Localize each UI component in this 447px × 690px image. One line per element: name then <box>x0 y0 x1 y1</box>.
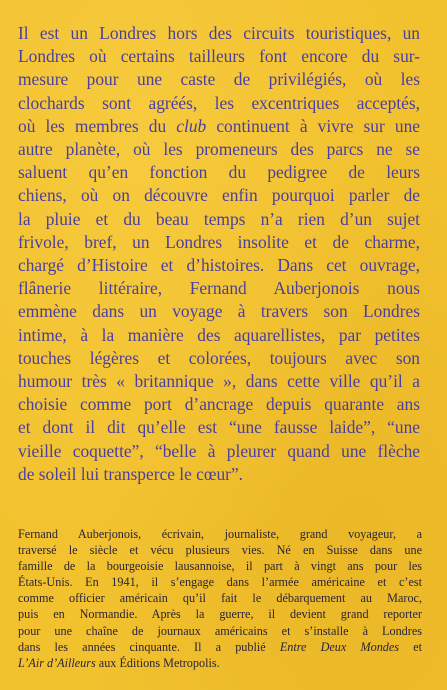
blurb-paragraph <box>18 22 420 486</box>
bio-line: États-Unis. En 1941, il s’engage dans l’armée américaine et c’est <box>18 575 422 590</box>
blurb-line: intime, à la manière des aquarellistes, par petites <box>18 324 420 345</box>
bio-line: famille de la bourgeoisie lausannoise, il part à vingt ans pour les <box>18 559 422 574</box>
blurb-line: frivole, bref, un Londres insolite et de charme, <box>18 231 420 252</box>
bio-line: pour une chaîne de journaux américains et s’installe à Londres <box>18 623 422 638</box>
bio-line: puis en Normandie. Après la guerre, il devient grand reporter <box>18 607 422 622</box>
blurb-line: emmène dans un voyage à travers son Londres <box>18 301 420 322</box>
blurb-line: saluent qu’en fonction du pedigree de leurs <box>18 162 420 183</box>
author-bio <box>18 526 422 671</box>
blurb-line: où les membres du club continuent à vivre sur une <box>18 115 420 136</box>
blurb-line: humour très « britannique », dans cette ville qu’il a <box>18 371 420 392</box>
blurb-line: touches légères et colorées, toujours avec son <box>18 347 420 368</box>
blurb-line: Londres où certains tailleurs font encore du sur- <box>18 46 420 67</box>
book-title: L’Air d’Ailleurs <box>18 655 96 670</box>
blurb-line: chargé d’Histoire et d’histoires. Dans cet ouvrage, <box>18 255 420 276</box>
blurb-line: choisie comme port d’ancrage depuis quarante ans <box>18 394 420 415</box>
bio-line: L’Air d’Ailleurs aux Éditions Metropolis. <box>18 655 220 670</box>
blurb-line: flânerie littéraire, Fernand Auberjonois nous <box>18 278 420 299</box>
blurb-line: mesure pour une caste de privilégiés, où les <box>18 69 420 90</box>
blurb-line: et dont il dit qu’elle est “une fausse laide”, “une <box>18 417 420 438</box>
blurb-line: chiens, où on découvre enfin pourquoi parler de <box>18 185 420 206</box>
book-title: Entre Deux Mondes <box>279 639 400 654</box>
blurb-line: Il est un Londres hors des circuits touristiques, un <box>18 23 420 43</box>
bio-line: traversé le siècle et vécu plusieurs vies. Né en Suisse dans une <box>18 543 422 558</box>
bio-line: comme officier américain qu’il fait le débarquement au Maroc, <box>18 591 422 606</box>
blurb-line: vieille coquette”, “belle à pleurer quand une flèche <box>18 440 420 461</box>
bio-line: Fernand Auberjonois, écrivain, journaliste, grand voyageur, a <box>18 527 422 541</box>
blurb-line: clochards sont agréés, les excentriques acceptés, <box>18 92 420 113</box>
blurb-line: la pluie et du beau temps n’a rien d’un sujet <box>18 208 420 229</box>
blurb-emphasis: club <box>176 115 207 136</box>
blurb-line: de soleil lui transperce le cœur”. <box>18 463 244 484</box>
blurb-line: autre planète, où les promeneurs des parcs ne se <box>18 139 420 160</box>
bio-line: dans les années cinquante. Il a publié Entre Deux Mondes et <box>18 639 423 654</box>
